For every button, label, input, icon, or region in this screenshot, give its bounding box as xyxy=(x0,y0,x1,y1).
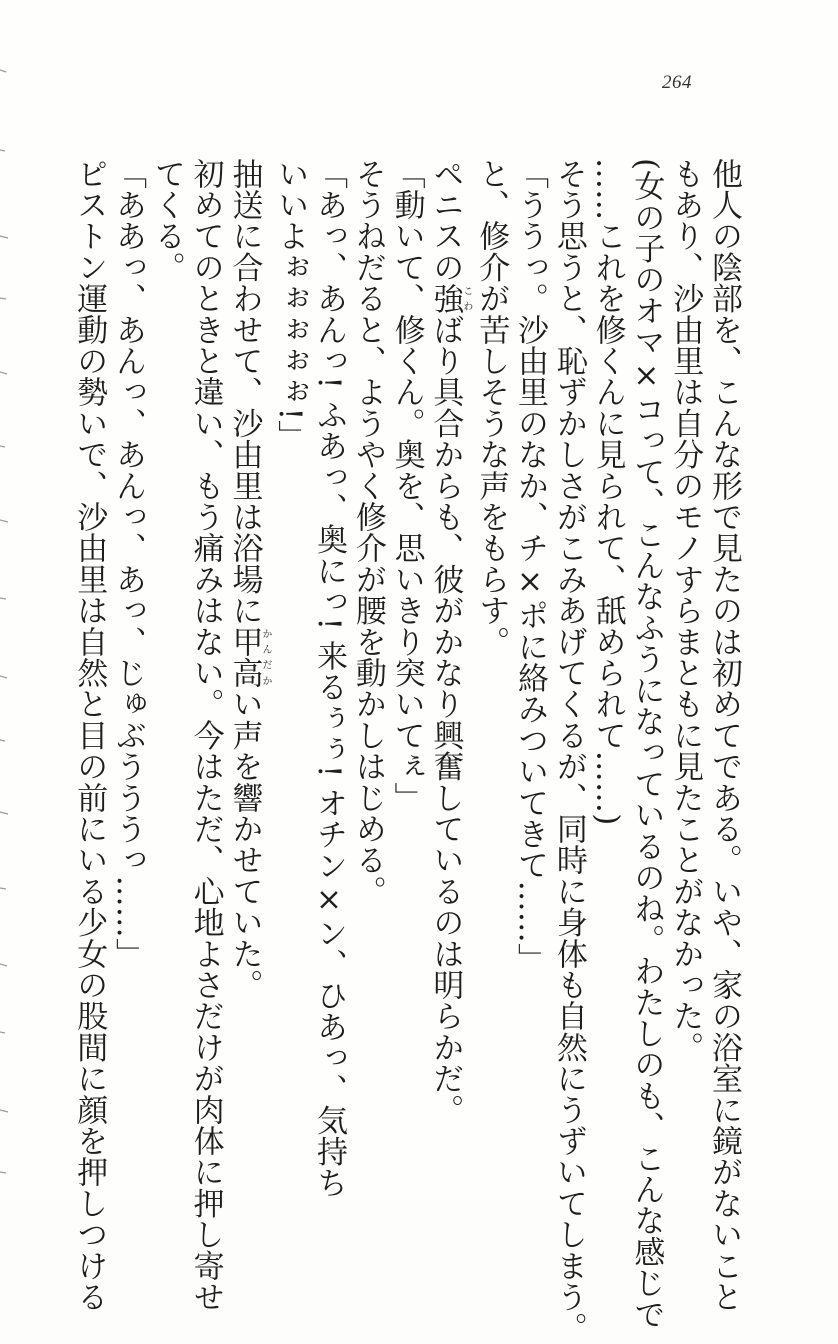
ruby-base: 強 xyxy=(427,282,464,315)
ruby-word xyxy=(427,282,472,315)
vertical-text-body xyxy=(69,158,743,1344)
text-segment: い声を響かせていた。 xyxy=(226,688,263,1001)
text-line: 「動いて、修くん。奥を、思いきり突いてぇ」 xyxy=(388,158,425,814)
text-line: てくる。 xyxy=(148,158,185,283)
ruby-base: 甲高 xyxy=(226,626,263,689)
text-line: もあり、沙由里は自分のモノすらまともに見たことがなかった。 xyxy=(667,158,704,1063)
text-line: ……これを修くんに見られて、舐められて……) xyxy=(589,158,626,826)
text-line: と、修介が苦しそうな声をもらす。 xyxy=(473,158,510,658)
text-line: 他人の陰部を、こんな形で見たのは初めてである。いや、家の浴室に鏡がないこと xyxy=(706,158,742,1313)
text-line: そうねだると、ようやく修介が腰を動かしはじめる。 xyxy=(349,158,386,907)
text-segment: ペニスの xyxy=(427,158,464,283)
text-line: 初めてのときと違い、もう痛みはない。今はただ、心地よさだけが肉体に押し寄せ xyxy=(187,158,224,1313)
page-edge-scan-marks xyxy=(0,0,14,1200)
text-line: 「ああっ、あんっ、あんっ、あっ、じゅぶうううっ……」 xyxy=(110,158,147,970)
text-line: 「ううっ。沙由里のなか、チ×ポに絡みついてきて……」 xyxy=(512,158,549,975)
text-line: そう思うと、恥ずかしさがこみあげてくるが、同時に身体も自然にうずいてしまう。 xyxy=(550,158,587,1344)
text-segment: ばり具合からも、彼がかなり興奮しているのは明らかだ。 xyxy=(427,314,464,1126)
text-line: いいよぉぉぉぉぉ!」 xyxy=(272,158,309,452)
text-line: (女の子のオマ×コって、こんなふうになっているのね。わたしのも、こんな感じで xyxy=(628,158,665,1330)
text-line: 「あっ、あんっ! ふあっ、奥にっ! 来るぅぅ! オチン×ン、ひあっ、気持ち xyxy=(311,158,348,1199)
ruby-word xyxy=(226,626,271,689)
text-line: ピストン運動の勢いで、沙由里は自然と目の前にいる少女の股間に顔を押しつける xyxy=(71,158,108,1313)
text-segment: 抽送に合わせて、沙由里は浴場に xyxy=(226,158,263,626)
ruby-reading: かんだか xyxy=(259,626,271,689)
ruby-reading: こわ xyxy=(460,282,472,314)
text-line xyxy=(426,158,472,1126)
page-number: 264 xyxy=(662,72,692,93)
text-line xyxy=(225,158,271,1098)
